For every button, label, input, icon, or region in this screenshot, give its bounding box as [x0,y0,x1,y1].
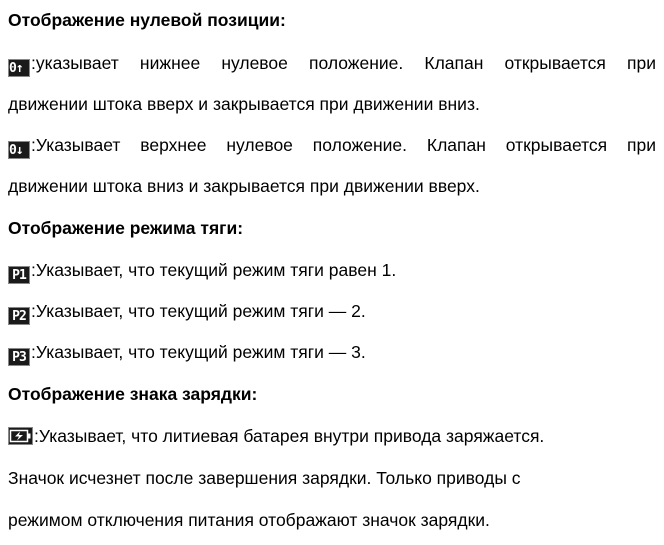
zero-up-icon: 0↓ [8,141,30,159]
battery-charging-icon [8,427,33,445]
charging-line-2: Значок исчезнет после завершения зарядки. Только приводы с [8,468,521,488]
zero-down-icon: 0↑ [8,59,30,77]
thrust-p3-line [8,340,656,366]
zero-up-line-2: движении штока вниз и закрывается при движении вверх. [8,176,480,196]
charging-line-3: режимом отключения питания отображают значок зарядки. [8,510,490,530]
zero-up-text: :Указывает верхнее нулевое положение. Клапан открывается при [31,135,656,155]
p2-icon: P2 [8,307,30,325]
p1-icon: P1 [8,266,30,284]
charging-line-1 [8,424,656,448]
thrust-p2-text: :Указывает, что текущий режим тяги — 2. [31,301,366,321]
zero-position-heading: Отображение нулевой позиции: [8,10,286,30]
thrust-p1-line [8,258,656,284]
zero-down-line-2: движении штока вверх и закрывается при движении вниз. [8,94,480,114]
thrust-p1-text: :Указывает, что текущий режим тяги равен 1. [31,260,397,280]
thrust-mode-heading: Отображение режима тяги: [8,218,244,238]
thrust-p2-line [8,299,656,325]
zero-down-text: :указывает нижнее нулевое положение. Клапан открывается при [31,53,656,73]
p3-icon: P3 [8,348,30,366]
charging-text-1: :Указывает, что литиевая батарея внутри привода заряжается. [34,426,545,446]
zero-up-line-1 [8,133,656,159]
charging-heading: Отображение знака зарядки: [8,384,258,404]
zero-down-line-1 [8,51,656,77]
thrust-p3-text: :Указывает, что текущий режим тяги — 3. [31,342,366,362]
